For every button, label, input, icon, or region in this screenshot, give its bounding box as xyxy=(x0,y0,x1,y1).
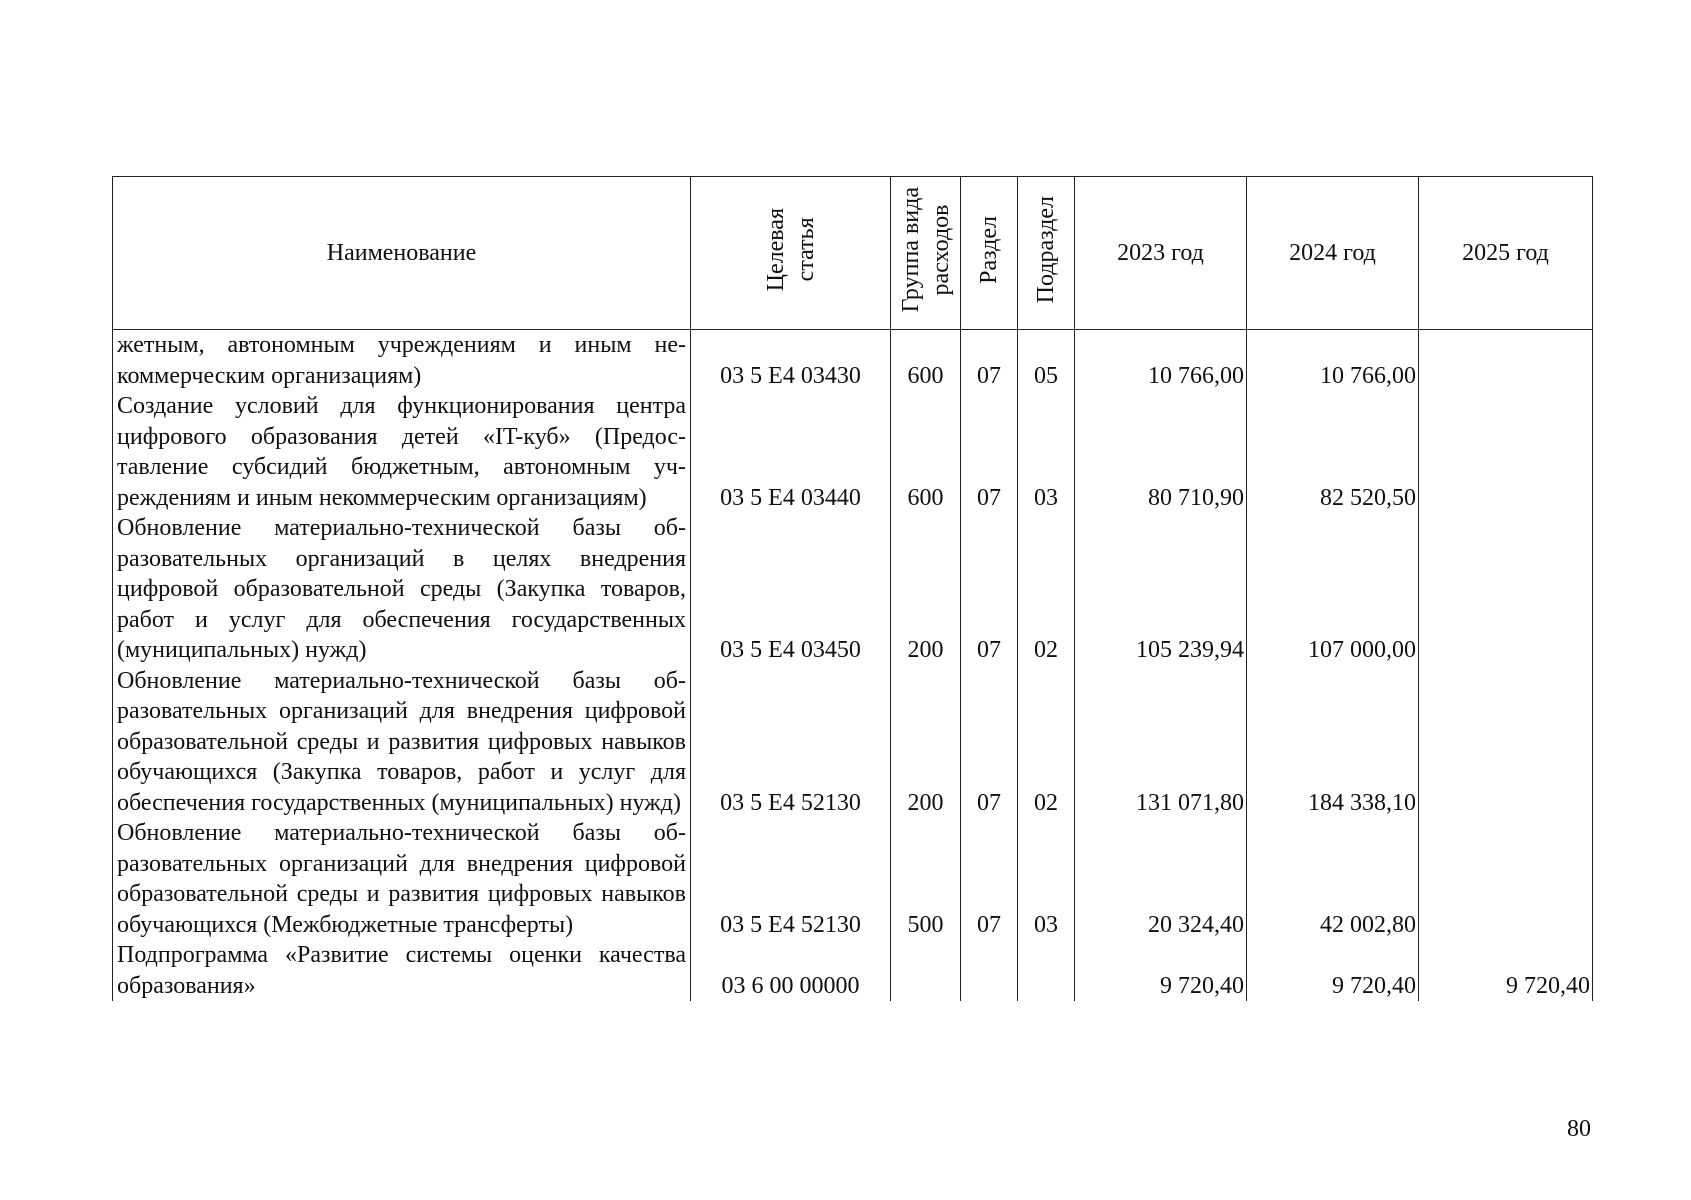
row-expense-group: 500 xyxy=(891,818,961,940)
header-year-2024: 2024 год xyxy=(1247,177,1419,330)
header-subsection xyxy=(1018,177,1075,330)
row-expense-group: 600 xyxy=(891,391,961,513)
table-row xyxy=(113,513,1593,666)
header-target-article-label: Целевая статья xyxy=(762,207,819,292)
header-subsection-label: Подраздел xyxy=(1033,195,1059,304)
page-number: 80 xyxy=(1567,1116,1591,1142)
row-amount-2023: 20 324,40 xyxy=(1075,818,1247,940)
row-name: Обновление материально-технической базы образовательных организаций для внедрения цифровой образовательной среды и развития цифровых навыков обучающихся (Межбюджетные трансферты) xyxy=(113,818,691,940)
row-amount-2025 xyxy=(1419,666,1593,819)
header-expense-group-label: Группа вида расходов xyxy=(897,186,954,313)
row-subsection: 03 xyxy=(1018,391,1075,513)
row-target-article: 03 5 Е4 03440 xyxy=(691,391,891,513)
table-header xyxy=(113,177,1593,330)
header-section-label: Раздел xyxy=(976,215,1002,284)
row-amount-2024: 9 720,40 xyxy=(1247,940,1419,1001)
row-amount-2023: 9 720,40 xyxy=(1075,940,1247,1001)
row-amount-2023: 80 710,90 xyxy=(1075,391,1247,513)
row-amount-2023: 131 071,80 xyxy=(1075,666,1247,819)
row-target-article: 03 5 Е4 03430 xyxy=(691,330,891,392)
row-amount-2024: 107 000,00 xyxy=(1247,513,1419,666)
row-expense-group xyxy=(891,940,961,1001)
row-expense-group: 200 xyxy=(891,666,961,819)
table-row xyxy=(113,391,1593,513)
row-subsection xyxy=(1018,940,1075,1001)
row-expense-group: 600 xyxy=(891,330,961,392)
row-section: 07 xyxy=(961,391,1018,513)
row-subsection: 02 xyxy=(1018,513,1075,666)
row-amount-2024: 10 766,00 xyxy=(1247,330,1419,392)
row-subsection: 03 xyxy=(1018,818,1075,940)
row-amount-2025 xyxy=(1419,330,1593,392)
row-section xyxy=(961,940,1018,1001)
row-subsection: 05 xyxy=(1018,330,1075,392)
row-amount-2025 xyxy=(1419,818,1593,940)
row-target-article: 03 6 00 00000 xyxy=(691,940,891,1001)
table-row xyxy=(113,666,1593,819)
row-section: 07 xyxy=(961,818,1018,940)
row-amount-2025 xyxy=(1419,513,1593,666)
header-year-2025: 2025 год xyxy=(1419,177,1593,330)
table-body xyxy=(113,330,1593,1002)
table-row xyxy=(113,940,1593,1001)
row-amount-2025: 9 720,40 xyxy=(1419,940,1593,1001)
row-name: Создание условий для функционирования центра цифрового образования детей «IT-куб» (Предоставление субсидий бюджетным, автономным учреждениям и иным некоммерческим организациям) xyxy=(113,391,691,513)
row-expense-group: 200 xyxy=(891,513,961,666)
row-target-article: 03 5 Е4 52130 xyxy=(691,666,891,819)
header-expense-group xyxy=(891,177,961,330)
header-name: Наименование xyxy=(113,177,691,330)
budget-table xyxy=(112,176,1593,1001)
row-section: 07 xyxy=(961,513,1018,666)
row-amount-2023: 10 766,00 xyxy=(1075,330,1247,392)
row-name: Обновление материально-технической базы образовательных организаций в целях внедрения цифровой образовательной среды (Закупка товаров, работ и услуг для обеспечения государственных (муниципальных) нужд) xyxy=(113,513,691,666)
table-row xyxy=(113,330,1593,392)
row-section: 07 xyxy=(961,330,1018,392)
header-year-2023: 2023 год xyxy=(1075,177,1247,330)
row-subsection: 02 xyxy=(1018,666,1075,819)
row-section: 07 xyxy=(961,666,1018,819)
row-target-article: 03 5 Е4 03450 xyxy=(691,513,891,666)
row-amount-2024: 82 520,50 xyxy=(1247,391,1419,513)
row-amount-2024: 184 338,10 xyxy=(1247,666,1419,819)
row-target-article: 03 5 Е4 52130 xyxy=(691,818,891,940)
header-target-article xyxy=(691,177,891,330)
row-name: Подпрограмма «Развитие системы оценки качества образования» xyxy=(113,940,691,1001)
row-amount-2025 xyxy=(1419,391,1593,513)
row-name: Обновление материально-технической базы образовательных организаций для внедрения цифровой образовательной среды и развития цифровых навыков обучающихся (Закупка товаров, работ и услуг для обеспечения государственных (муниципальных) нужд) xyxy=(113,666,691,819)
table-row xyxy=(113,818,1593,940)
row-amount-2023: 105 239,94 xyxy=(1075,513,1247,666)
row-name: жетным, автономным учреждениям и иным некоммерческим организациям) xyxy=(113,330,691,392)
header-section xyxy=(961,177,1018,330)
row-amount-2024: 42 002,80 xyxy=(1247,818,1419,940)
